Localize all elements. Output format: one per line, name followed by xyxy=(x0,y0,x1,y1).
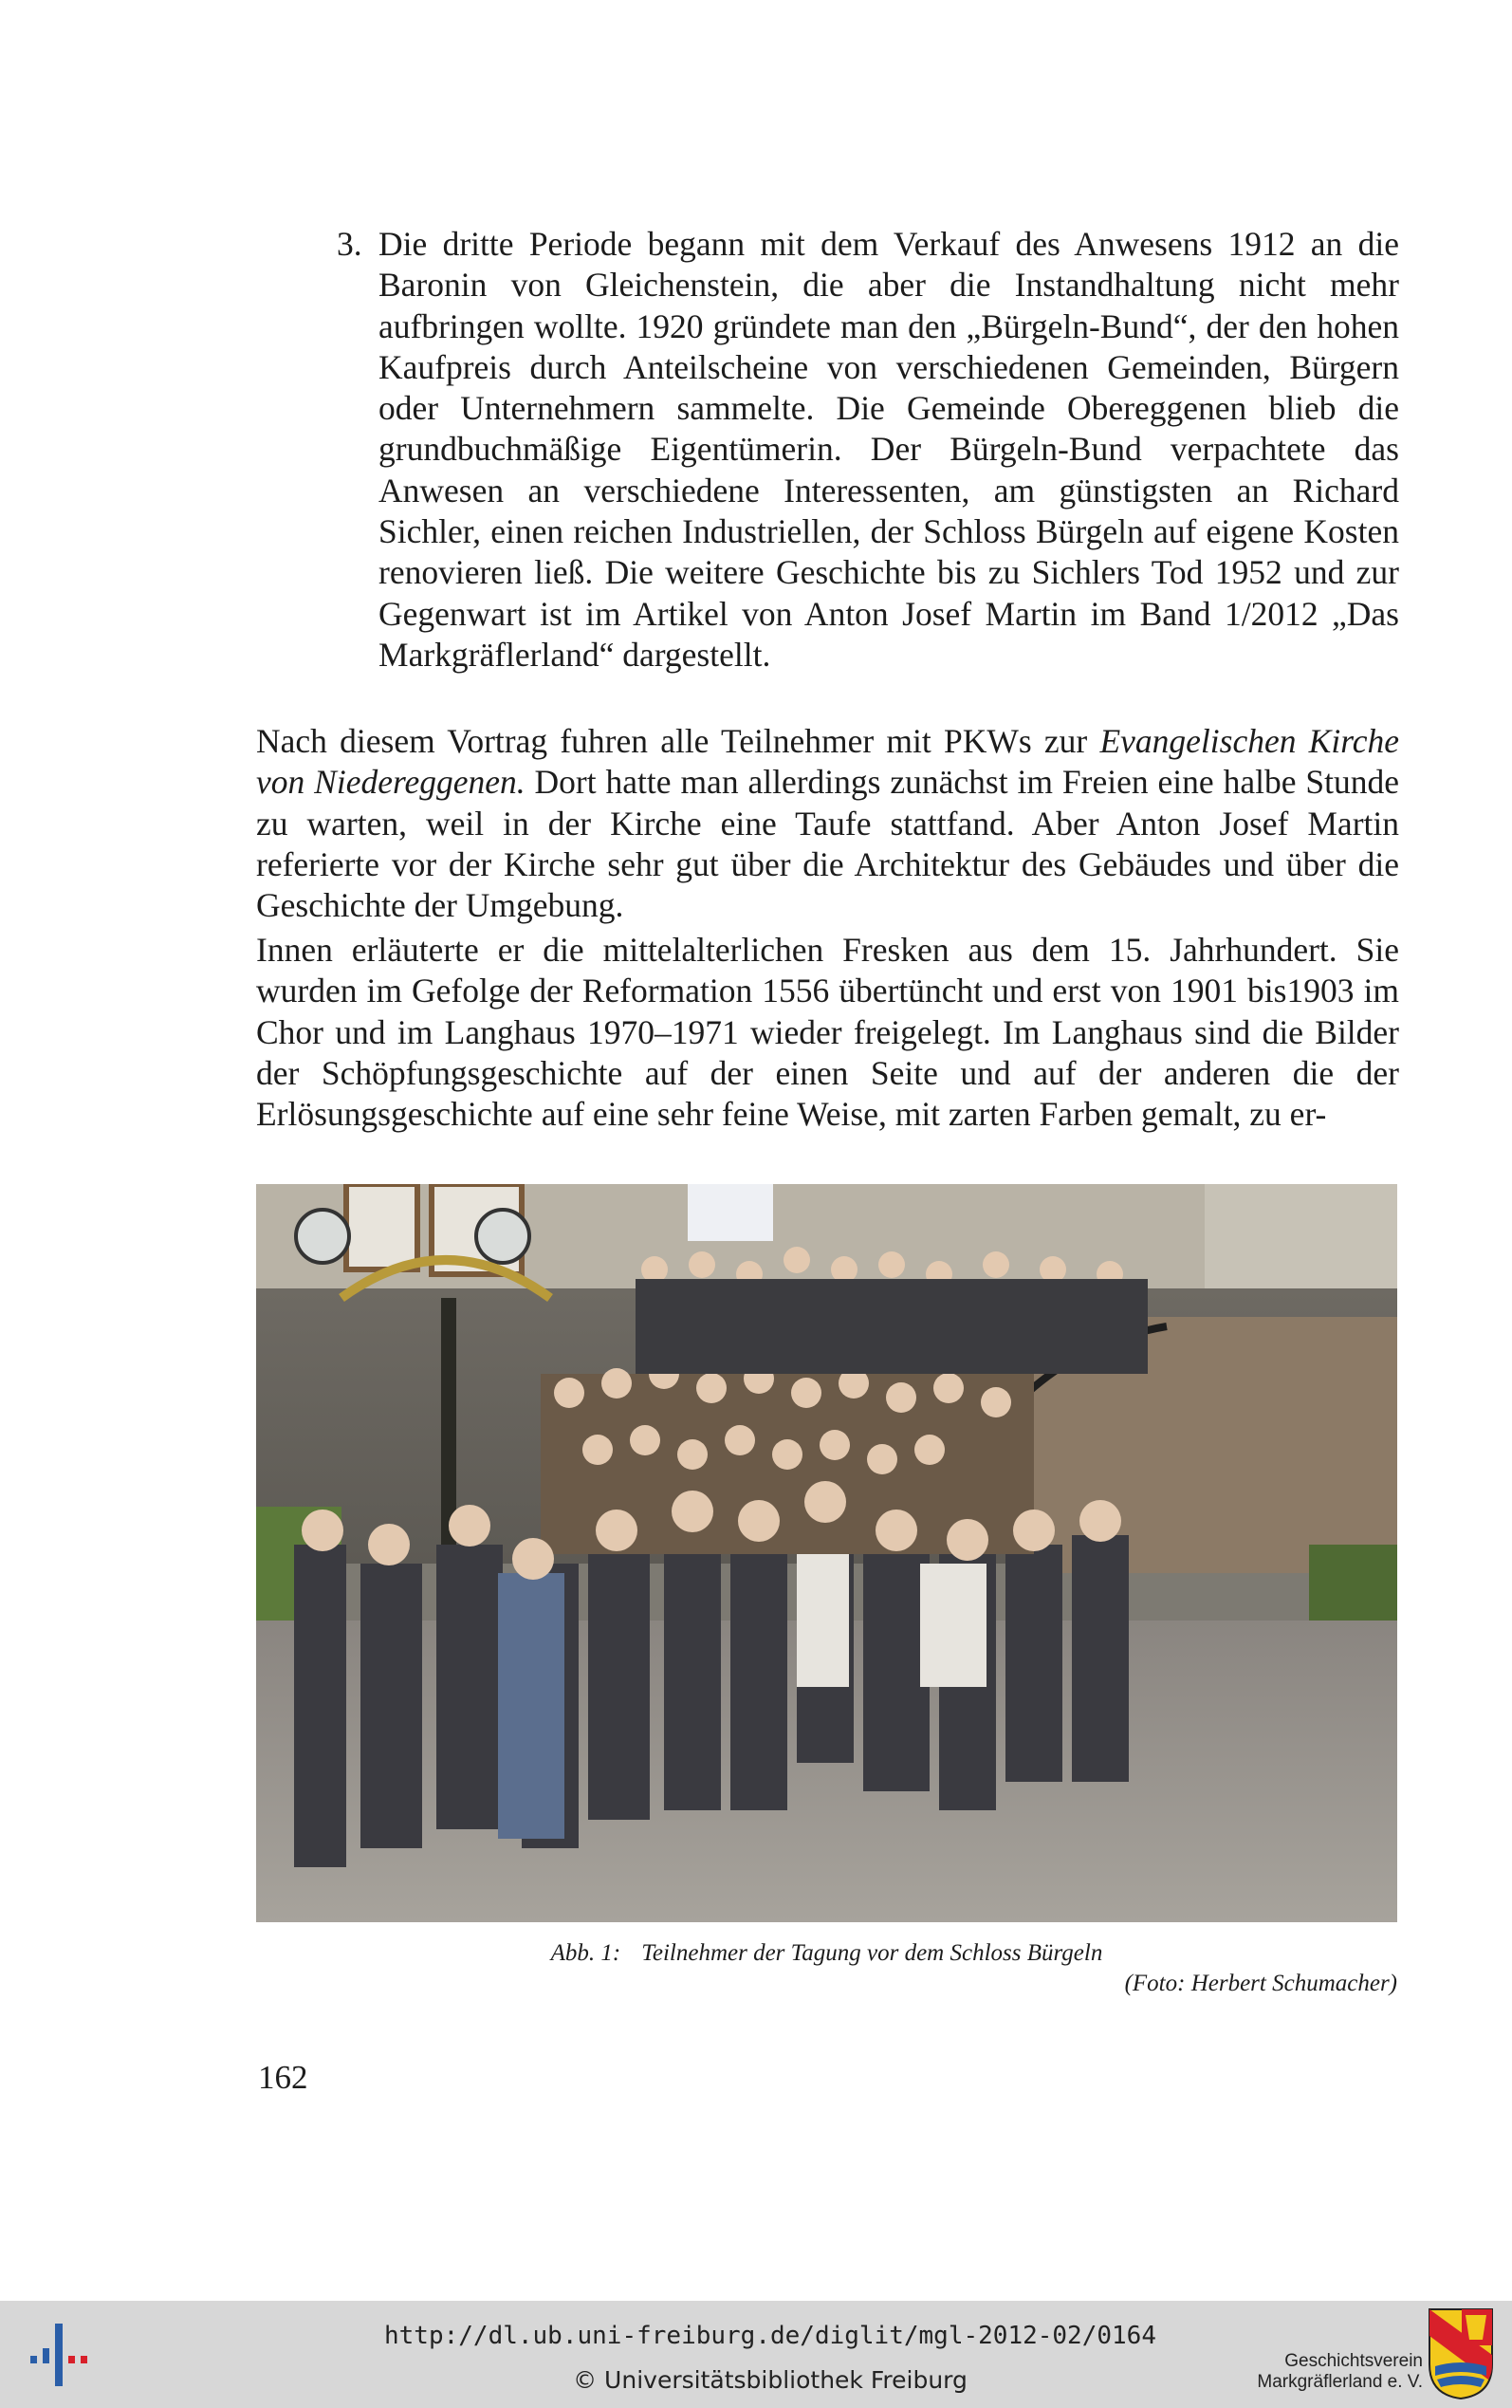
list-number: 3. xyxy=(337,225,362,263)
paragraph-frescoes-text: Innen erläuterte er die mittelalterlichen Fresken aus dem 15. Jahrhundert. Sie wurden im Gefolge der Reformation 1556 übertüncht und erst von 1901 bis1903 im Chor und im Langhaus 1970–1971 wieder freigelegt. Im Langhaus sind die Bilder der Schöpfungsgeschichte auf der einen Seite und auf der anderen die der Erlösungsgeschichte auf eine sehr feine Weise, mit zarten Farben gemalt, zu er- xyxy=(256,931,1399,1134)
group-photo xyxy=(256,1184,1397,1922)
footer-copyright: © Universitätsbibliothek Freiburg xyxy=(573,2366,968,2394)
paragraph-church-visit xyxy=(256,721,1399,926)
society-name-line2: Markgräflerland e. V. xyxy=(1257,2372,1423,2392)
church-name: Evangelischen Kirche von Niedereggenen. xyxy=(256,722,1399,802)
coat-of-arms-icon xyxy=(1428,2307,1494,2400)
paragraph-text-start: Nach diesem Vortrag fuhren alle Teilnehmer mit PKWs zur xyxy=(256,722,1100,760)
page-number: 162 xyxy=(258,2059,308,2096)
society-name-line1: Geschichtsverein xyxy=(1284,2351,1423,2371)
figure-caption xyxy=(256,1938,1397,1999)
figure-label: Abb. 1: xyxy=(550,1940,621,1966)
numbered-list-item xyxy=(337,224,1399,676)
figure-caption-text: Teilnehmer der Tagung vor dem Schloss Bürgeln xyxy=(641,1940,1103,1966)
group-photo-illustration xyxy=(256,1184,1397,1922)
footer-url-link[interactable]: http://dl.ub.uni-freiburg.de/diglit/mgl-2012-02/0164 xyxy=(384,2322,1156,2350)
figure-credit: (Foto: Herbert Schumacher) xyxy=(1124,1971,1397,1996)
paragraph-text-end: Dort hatte man allerdings zunächst im Freien eine halbe Stunde zu warten, weil in der Kirche eine Taufe stattfand. Aber Anton Josef Martin referierte vor der Kirche sehr gut über die Architektur des Gebäudes und über die Geschichte der Umgebung. xyxy=(256,763,1399,925)
paragraph-frescoes xyxy=(256,930,1399,1135)
society-name xyxy=(1205,2351,1423,2393)
list-item-text: Die dritte Periode begann mit dem Verkauf des Anwesens 1912 an die Baronin von Gleichenstein, die aber die Instandhaltung nicht mehr aufbringen wollte. 1920 gründete man den „Bürgeln-Bund“, der den hohen Kaufpreis durch Anteilscheine von verschiedenen Gemeinden, Bürgern oder Unternehmern sammelte. Die Gemeinde Obereggenen blieb die grundbuchmäßige Eigentümerin. Der Bürgeln-Bund verpachtete das Anwesen an verschiedene Interessenten, am günstigsten an Richard Sichler, einen reichen Industriellen, der Schloss Bürgeln auf eigene Kosten renovieren ließ. Die weitere Geschichte bis zu Sichlers Tod 1952 und zur Gegenwart ist im Artikel von Anton Josef Martin im Band 1/2012 „Das Markgräflerland“ dargestellt. xyxy=(378,225,1399,674)
